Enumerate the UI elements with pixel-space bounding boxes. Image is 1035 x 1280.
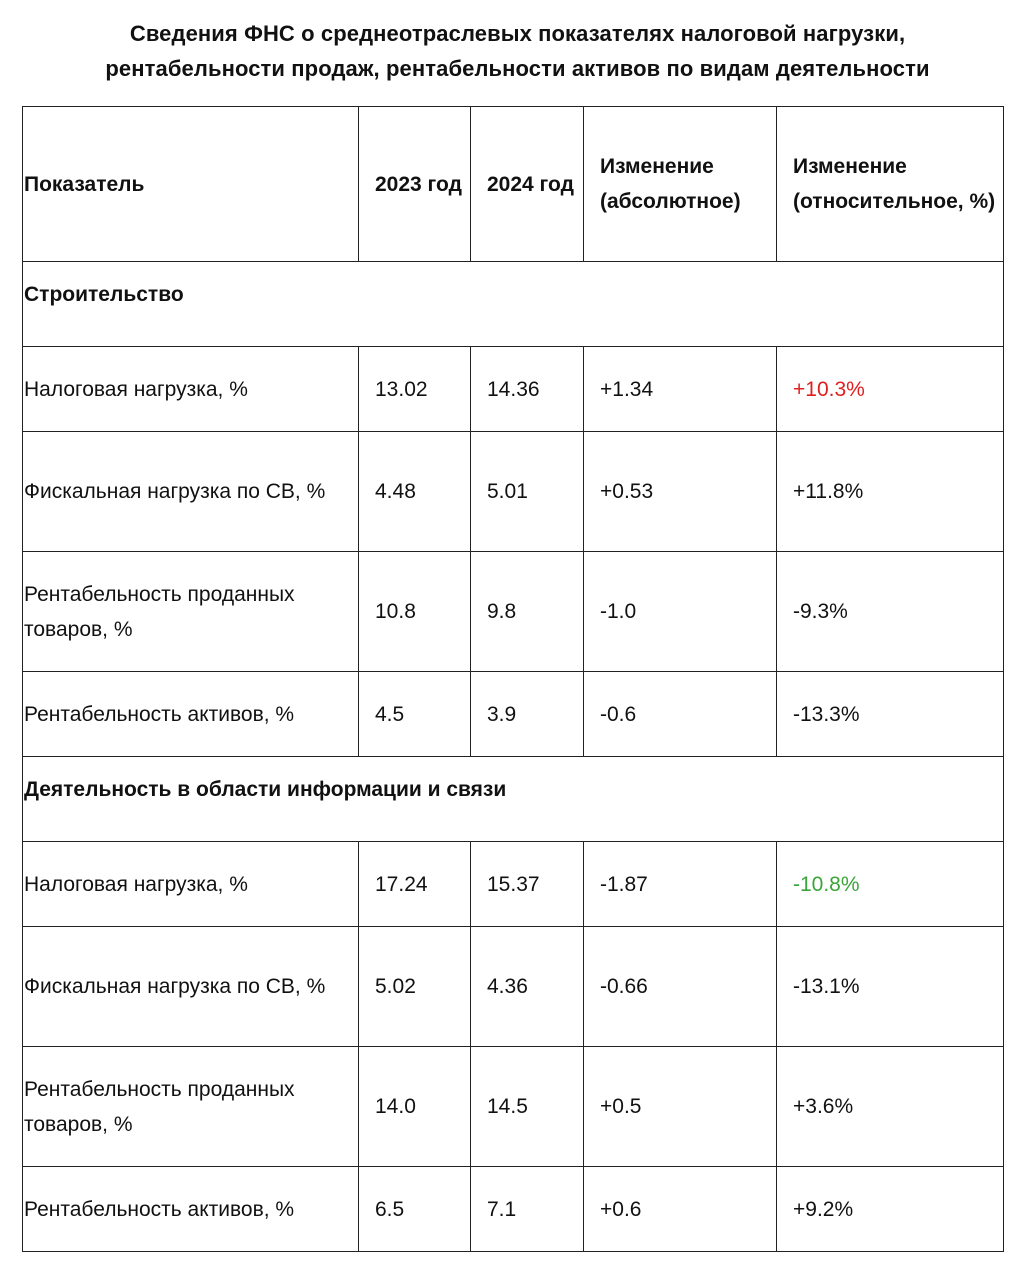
header-2024: 2024 год (471, 107, 584, 262)
section-title: Строительство (23, 262, 1004, 347)
page-title-line-1: Сведения ФНС о среднеотраслевых показателях налоговой нагрузки, (129, 21, 906, 46)
table-row (23, 1167, 1004, 1252)
cell-indicator: Рентабельность проданных товаров, % (23, 1047, 359, 1167)
cell-rel-change: +9.2% (777, 1167, 1004, 1252)
table-row (23, 672, 1004, 757)
cell-indicator: Рентабельность активов, % (23, 672, 359, 757)
cell-2024: 7.1 (471, 1167, 584, 1252)
page-title (0, 16, 1035, 86)
cell-abs-change: +0.53 (584, 432, 777, 552)
cell-2024: 14.36 (471, 347, 584, 432)
cell-rel-change: -13.1% (777, 927, 1004, 1047)
table-row (23, 842, 1004, 927)
header-abs-change: Изменение (абсолютное) (584, 107, 777, 262)
cell-2024: 14.5 (471, 1047, 584, 1167)
header-rel-change: Изменение (относительное, %) (777, 107, 1004, 262)
cell-rel-change: +10.3% (777, 347, 1004, 432)
table-header-row (23, 107, 1004, 262)
cell-rel-change: +11.8% (777, 432, 1004, 552)
cell-2024: 4.36 (471, 927, 584, 1047)
cell-2024: 9.8 (471, 552, 584, 672)
page-title-line-2: рентабельности продаж, рентабельности активов по видам деятельности (105, 56, 930, 81)
header-indicator: Показатель (23, 107, 359, 262)
cell-rel-change: -9.3% (777, 552, 1004, 672)
indicators-table (22, 106, 1004, 1252)
cell-abs-change: +0.5 (584, 1047, 777, 1167)
table-row (23, 432, 1004, 552)
cell-indicator: Фискальная нагрузка по СВ, % (23, 432, 359, 552)
section-title: Деятельность в области информации и связи (23, 757, 1004, 842)
cell-abs-change: -1.87 (584, 842, 777, 927)
cell-2024: 5.01 (471, 432, 584, 552)
cell-indicator: Налоговая нагрузка, % (23, 842, 359, 927)
cell-2024: 3.9 (471, 672, 584, 757)
cell-abs-change: +0.6 (584, 1167, 777, 1252)
cell-abs-change: -1.0 (584, 552, 777, 672)
cell-rel-change: -13.3% (777, 672, 1004, 757)
cell-2023: 13.02 (359, 347, 471, 432)
cell-abs-change: +1.34 (584, 347, 777, 432)
section-row-info-communication (23, 757, 1004, 842)
cell-2023: 4.5 (359, 672, 471, 757)
cell-2023: 14.0 (359, 1047, 471, 1167)
table-row (23, 347, 1004, 432)
table-row (23, 1047, 1004, 1167)
cell-indicator: Рентабельность активов, % (23, 1167, 359, 1252)
cell-2023: 6.5 (359, 1167, 471, 1252)
cell-2024: 15.37 (471, 842, 584, 927)
cell-2023: 5.02 (359, 927, 471, 1047)
cell-rel-change: -10.8% (777, 842, 1004, 927)
header-2023: 2023 год (359, 107, 471, 262)
cell-2023: 10.8 (359, 552, 471, 672)
cell-abs-change: -0.66 (584, 927, 777, 1047)
cell-2023: 4.48 (359, 432, 471, 552)
section-row-construction (23, 262, 1004, 347)
cell-abs-change: -0.6 (584, 672, 777, 757)
cell-2023: 17.24 (359, 842, 471, 927)
cell-indicator: Налоговая нагрузка, % (23, 347, 359, 432)
cell-indicator: Рентабельность проданных товаров, % (23, 552, 359, 672)
table-row (23, 552, 1004, 672)
table-row (23, 927, 1004, 1047)
cell-indicator: Фискальная нагрузка по СВ, % (23, 927, 359, 1047)
cell-rel-change: +3.6% (777, 1047, 1004, 1167)
